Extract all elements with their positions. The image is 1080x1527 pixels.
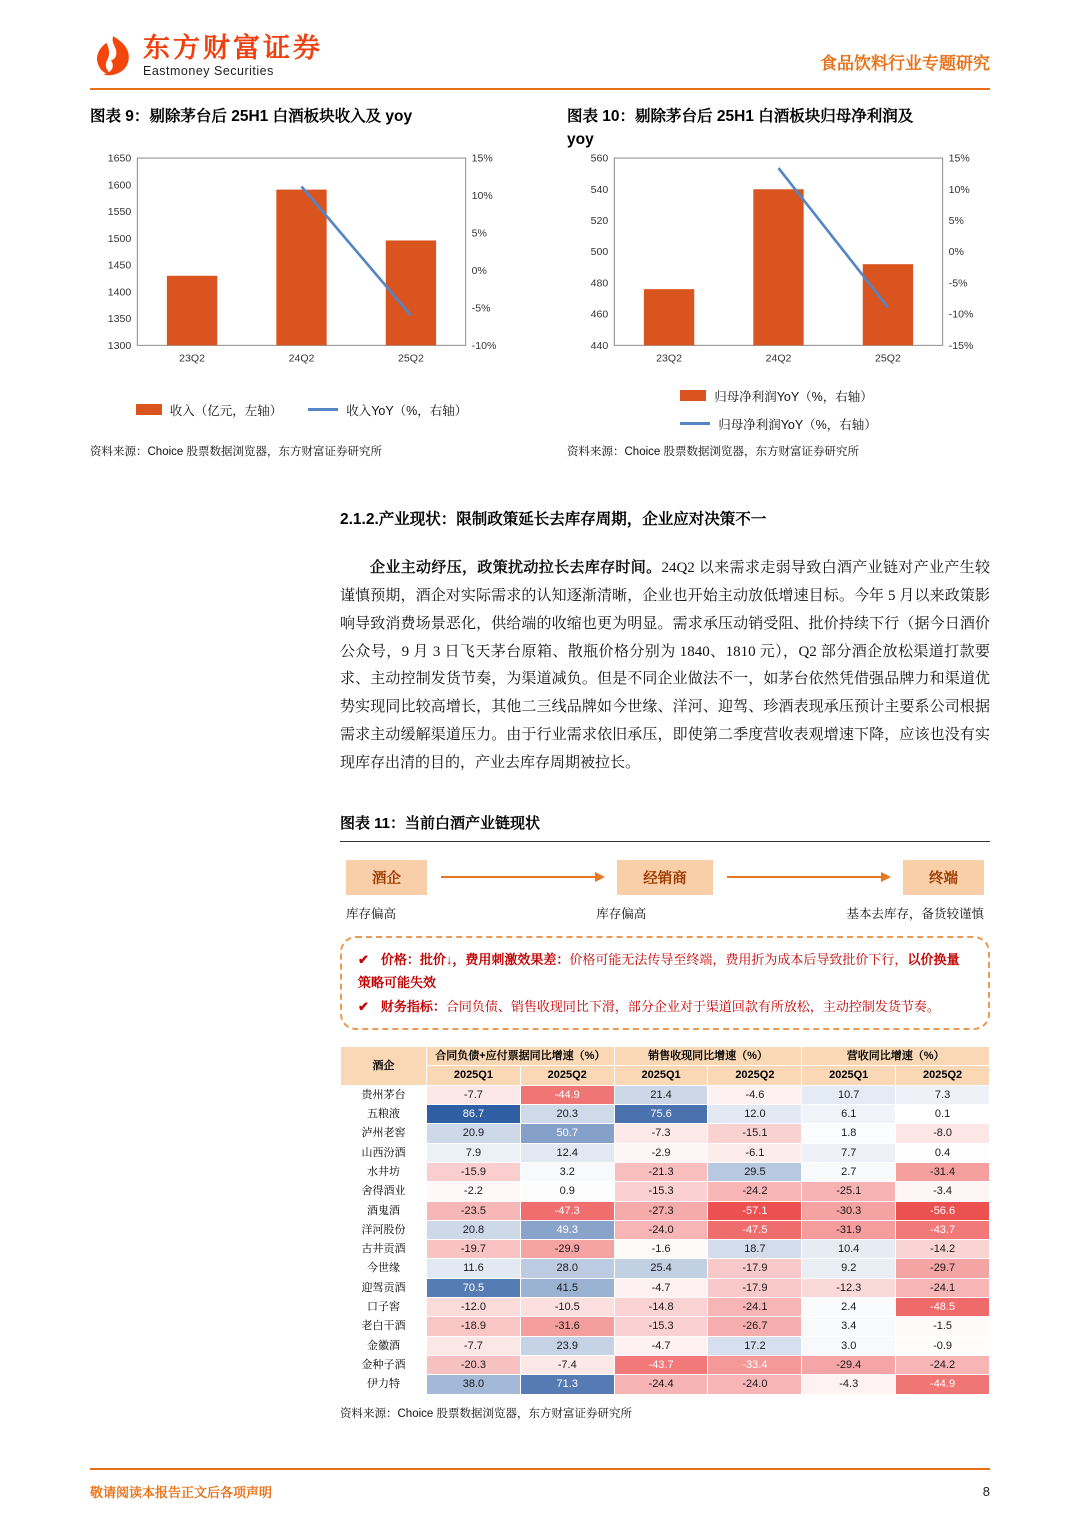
industry-chain-diagram <box>340 860 990 895</box>
value-cell: 10.7 <box>802 1085 896 1104</box>
value-cell: -14.2 <box>896 1240 990 1259</box>
brand-name-en: Eastmoney Securities <box>143 64 274 79</box>
value-cell: -24.2 <box>708 1182 802 1201</box>
company-name-cell: 酒鬼酒 <box>341 1201 427 1220</box>
value-cell: -2.9 <box>614 1143 708 1162</box>
value-cell: -17.9 <box>708 1278 802 1297</box>
value-cell: -12.0 <box>427 1298 521 1317</box>
flow-arrow-1 <box>441 876 603 878</box>
value-cell: -24.4 <box>614 1375 708 1394</box>
value-cell: 29.5 <box>708 1162 802 1181</box>
right-axis-label: 5% <box>471 227 487 240</box>
value-cell: -15.1 <box>708 1124 802 1143</box>
value-cell: -44.9 <box>896 1375 990 1394</box>
left-axis-label: 1450 <box>107 259 132 272</box>
left-axis-label: 500 <box>590 246 609 259</box>
value-cell: -30.3 <box>802 1201 896 1220</box>
left-axis-label: 1650 <box>107 152 132 165</box>
col-group-header: 营收同比增速（%） <box>802 1047 990 1066</box>
table-row <box>341 1355 990 1374</box>
value-cell: -33.4 <box>708 1355 802 1374</box>
legend-label: 收入YoY（%，右轴） <box>346 403 468 418</box>
value-cell: -23.5 <box>427 1201 521 1220</box>
table-row <box>341 1298 990 1317</box>
company-name-cell: 口子窖 <box>341 1298 427 1317</box>
figure9-title: 图表 9：剔除茅台后 25H1 白酒板块收入及 yoy <box>90 108 413 126</box>
company-name-cell: 贵州茅台 <box>341 1085 427 1104</box>
value-cell: -3.4 <box>896 1182 990 1201</box>
table-subheader-row <box>341 1066 990 1085</box>
left-axis-label: 1400 <box>107 286 132 299</box>
node-distributor: 经销商 <box>617 860 713 895</box>
value-cell: 21.4 <box>614 1085 708 1104</box>
body-paragraph <box>340 555 990 778</box>
col-subheader: 2025Q1 <box>802 1066 896 1085</box>
page-header <box>90 34 990 90</box>
chart-svg <box>567 152 990 368</box>
table-head <box>341 1047 990 1086</box>
table-row <box>341 1182 990 1201</box>
table-header-row <box>341 1047 990 1066</box>
value-cell: -19.7 <box>427 1240 521 1259</box>
value-cell: -4.3 <box>802 1375 896 1394</box>
figure9-legend <box>90 387 513 433</box>
brand-logo <box>90 34 323 78</box>
value-cell: -4.7 <box>614 1336 708 1355</box>
value-cell: -0.9 <box>896 1336 990 1355</box>
value-cell: -29.9 <box>520 1240 614 1259</box>
col-group-header: 销售收现同比增速（%） <box>614 1047 802 1066</box>
value-cell: 41.5 <box>520 1278 614 1297</box>
right-axis-label: 0% <box>471 265 487 278</box>
col-subheader: 2025Q1 <box>427 1066 521 1085</box>
value-cell: 3.4 <box>802 1317 896 1336</box>
value-cell: -7.7 <box>427 1085 521 1104</box>
bullet-financial-text: 合同负债、销售收现同比下滑，部分企业对于渠道回款有所放松，主动控制发货节奏。 <box>445 998 940 1014</box>
table-row <box>341 1240 990 1259</box>
company-name-cell: 金徽酒 <box>341 1336 427 1355</box>
table-row <box>341 1278 990 1297</box>
value-cell: -47.3 <box>520 1201 614 1220</box>
left-axis-label: 520 <box>590 215 609 228</box>
bullet-financial-lead: 财务指标： <box>380 998 446 1014</box>
bar-24Q2 <box>276 190 326 346</box>
value-cell: -24.0 <box>614 1220 708 1239</box>
company-name-cell: 伊力特 <box>341 1375 427 1394</box>
value-cell: 25.4 <box>614 1259 708 1278</box>
col-header-company: 酒企 <box>341 1047 427 1086</box>
value-cell: -15.3 <box>614 1182 708 1201</box>
value-cell: 49.3 <box>520 1220 614 1239</box>
value-cell: -27.3 <box>614 1201 708 1220</box>
value-cell: 50.7 <box>520 1124 614 1143</box>
value-cell: 7.9 <box>427 1143 521 1162</box>
note-winery: 库存偏高 <box>346 906 397 921</box>
value-cell: -47.5 <box>708 1220 802 1239</box>
value-cell: 12.4 <box>520 1143 614 1162</box>
figure9-source: 资料来源：Choice 股票数据浏览器，东方财富证券研究所 <box>90 445 382 458</box>
right-axis-label: 15% <box>471 152 493 165</box>
legend-label: 归母净利润YoY（%，右轴） <box>718 417 877 432</box>
section-2-1-2 <box>340 507 990 778</box>
value-cell: -12.3 <box>802 1278 896 1297</box>
table-body <box>341 1085 990 1394</box>
legend-label: 收入（亿元，左轴） <box>169 403 283 418</box>
table-row <box>341 1375 990 1394</box>
company-name-cell: 古井贡酒 <box>341 1240 427 1259</box>
brand-name-cn: 东方财富证券 <box>143 33 323 63</box>
footer-disclaimer: 敬请阅读本报告正文后各项声明 <box>90 1485 273 1500</box>
value-cell: 12.0 <box>708 1105 802 1124</box>
left-axis-label: 560 <box>590 152 609 165</box>
table-row <box>341 1259 990 1278</box>
company-growth-table <box>340 1046 990 1394</box>
value-cell: 0.9 <box>520 1182 614 1201</box>
check-icon: ✔ <box>358 951 369 967</box>
figure10-legend <box>680 387 877 433</box>
value-cell: -6.1 <box>708 1143 802 1162</box>
value-cell: -24.1 <box>708 1298 802 1317</box>
value-cell: -24.0 <box>708 1375 802 1394</box>
page-footer <box>90 1468 990 1501</box>
callout-box <box>340 936 990 1030</box>
company-name-cell: 老白干酒 <box>341 1317 427 1336</box>
bullet-financial <box>358 995 972 1018</box>
table-row <box>341 1105 990 1124</box>
value-cell: -57.1 <box>708 1201 802 1220</box>
x-axis-label: 24Q2 <box>765 352 792 365</box>
figure10-source: 资料来源：Choice 股票数据浏览器，东方财富证券研究所 <box>567 445 859 458</box>
figure9-chart <box>90 152 513 373</box>
table-row <box>341 1220 990 1239</box>
note-distributor: 库存偏高 <box>596 906 647 921</box>
value-cell: -2.2 <box>427 1182 521 1201</box>
value-cell: 11.6 <box>427 1259 521 1278</box>
col-subheader: 2025Q2 <box>520 1066 614 1085</box>
bullet-price-text: 价格可能无法传导至终端，费用折为成本后导致批价下行， <box>569 951 908 967</box>
value-cell: -26.7 <box>708 1317 802 1336</box>
value-cell: 3.2 <box>520 1162 614 1181</box>
value-cell: 9.2 <box>802 1259 896 1278</box>
company-name-cell: 金种子酒 <box>341 1355 427 1374</box>
value-cell: -56.6 <box>896 1201 990 1220</box>
value-cell: -29.7 <box>896 1259 990 1278</box>
value-cell: -8.0 <box>896 1124 990 1143</box>
value-cell: -7.3 <box>614 1124 708 1143</box>
company-name-cell: 泸州老窖 <box>341 1124 427 1143</box>
left-axis-label: 540 <box>590 184 609 197</box>
legend-bar-swatch <box>136 404 162 415</box>
legend-line-swatch <box>680 422 710 425</box>
x-axis-label: 25Q2 <box>875 352 901 365</box>
col-subheader: 2025Q2 <box>896 1066 990 1085</box>
col-subheader: 2025Q1 <box>614 1066 708 1085</box>
right-axis-label: -15% <box>948 340 974 353</box>
table-row <box>341 1143 990 1162</box>
right-axis-label: -10% <box>471 340 497 353</box>
bullet-price <box>358 948 972 995</box>
left-axis-label: 1550 <box>107 206 132 219</box>
company-name-cell: 水井坊 <box>341 1162 427 1181</box>
value-cell: -7.7 <box>427 1336 521 1355</box>
value-cell: 86.7 <box>427 1105 521 1124</box>
value-cell: -4.6 <box>708 1085 802 1104</box>
value-cell: 28.0 <box>520 1259 614 1278</box>
left-axis-label: 1600 <box>107 179 132 192</box>
value-cell: 0.4 <box>896 1143 990 1162</box>
x-axis-label: 23Q2 <box>656 352 682 365</box>
company-name-cell: 迎驾贡酒 <box>341 1278 427 1297</box>
value-cell: -20.3 <box>427 1355 521 1374</box>
chart-svg <box>90 152 513 368</box>
value-cell: -29.4 <box>802 1355 896 1374</box>
left-axis-label: 460 <box>590 309 609 322</box>
left-axis-label: 480 <box>590 277 609 290</box>
node-notes <box>340 904 990 922</box>
eastmoney-flame-icon <box>90 34 134 78</box>
value-cell: 6.1 <box>802 1105 896 1124</box>
table-row <box>341 1124 990 1143</box>
company-name-cell: 五粮液 <box>341 1105 427 1124</box>
x-axis-label: 24Q2 <box>288 352 315 365</box>
value-cell: -24.1 <box>896 1278 990 1297</box>
value-cell: 70.5 <box>427 1278 521 1297</box>
report-category-title: 食品饮料行业专题研究 <box>820 54 990 74</box>
x-axis-label: 25Q2 <box>398 352 424 365</box>
value-cell: -44.9 <box>520 1085 614 1104</box>
bar-23Q2 <box>644 290 694 346</box>
bar-25Q2 <box>863 265 913 346</box>
legend-item <box>136 401 283 419</box>
value-cell: 3.0 <box>802 1336 896 1355</box>
right-axis-label: -10% <box>948 309 974 322</box>
table-row <box>341 1162 990 1181</box>
value-cell: 71.3 <box>520 1375 614 1394</box>
page-number: 8 <box>982 1484 990 1499</box>
section-heading: 2.1.2.产业现状：限制政策延长去库存周期，企业应对决策不一 <box>340 510 767 528</box>
value-cell: 38.0 <box>427 1375 521 1394</box>
left-axis-label: 1300 <box>107 340 132 353</box>
value-cell: -25.1 <box>802 1182 896 1201</box>
company-name-cell: 今世缘 <box>341 1259 427 1278</box>
legend-label: 归母净利润YoY（%，右轴） <box>714 389 873 404</box>
col-group-header: 合同负债+应付票据同比增速（%） <box>427 1047 615 1066</box>
value-cell: -21.3 <box>614 1162 708 1181</box>
right-axis-label: -5% <box>948 277 968 290</box>
figure10-title: 图表 10：剔除茅台后 25H1 白酒板块归母净利润及 yoy <box>567 108 914 148</box>
right-axis-label: 15% <box>948 152 970 165</box>
bar-24Q2 <box>753 190 803 346</box>
value-cell: -15.3 <box>614 1317 708 1336</box>
x-axis-label: 23Q2 <box>179 352 205 365</box>
figure11-block <box>340 812 990 1421</box>
value-cell: 2.7 <box>802 1162 896 1181</box>
value-cell: 17.2 <box>708 1336 802 1355</box>
table-row <box>341 1336 990 1355</box>
value-cell: -43.7 <box>614 1355 708 1374</box>
value-cell: 7.7 <box>802 1143 896 1162</box>
value-cell: -14.8 <box>614 1298 708 1317</box>
value-cell: -31.6 <box>520 1317 614 1336</box>
value-cell: 20.8 <box>427 1220 521 1239</box>
company-name-cell: 舍得酒业 <box>341 1182 427 1201</box>
value-cell: 20.3 <box>520 1105 614 1124</box>
right-axis-label: 10% <box>471 190 493 203</box>
figure10-block <box>567 106 990 459</box>
left-axis-label: 1350 <box>107 313 132 326</box>
legend-item <box>680 387 873 405</box>
paragraph-body: 24Q2 以来需求走弱导致白酒产业链对产业产生较谨慎预期，酒企对实际需求的认知逐渐清晰，企业也开始主动放低增速目标。今年 5 月以来政策影响导致消费场景恶化，供给端的收缩也更为明显。需求承压动销受阻、批价持续下行（据今日酒价公众号，9 月 3 日飞天茅台原箱、散瓶价格分别为 1840、1810 元），Q2 部分酒企放松渠道打款要求、主动控制发货节奏，为渠道减负。但是不同企业做法不一，如茅台依然凭借强品牌力和渠道优势实现同比较高增长，其他二三线品牌如今世缘、洋河、迎驾、珍酒表现承压预计主要系公司根据需求主动缓解渠道压力。由于行业需求依旧承压，即使第二季度营收表观增速下降，应该也没有实现库存出清的目的，产业去库存周期被拉长。 <box>340 559 990 772</box>
value-cell: -15.9 <box>427 1162 521 1181</box>
value-cell: 20.9 <box>427 1124 521 1143</box>
bar-23Q2 <box>167 276 217 346</box>
value-cell: 1.8 <box>802 1124 896 1143</box>
value-cell: -1.5 <box>896 1317 990 1336</box>
value-cell: 75.6 <box>614 1105 708 1124</box>
left-axis-label: 440 <box>590 340 609 353</box>
right-axis-label: 0% <box>948 246 964 259</box>
table-source: 资料来源：Choice 股票数据浏览器，东方财富证券研究所 <box>340 1407 632 1420</box>
value-cell: -31.4 <box>896 1162 990 1181</box>
table-row <box>341 1085 990 1104</box>
value-cell: -48.5 <box>896 1298 990 1317</box>
legend-bar-swatch <box>680 390 706 401</box>
value-cell: 2.4 <box>802 1298 896 1317</box>
right-axis-label: -5% <box>471 302 491 315</box>
check-icon: ✔ <box>358 998 369 1014</box>
bullet-price-tail: 以价换量策略可能失效 <box>358 951 960 991</box>
right-axis-label: 10% <box>948 184 970 197</box>
value-cell: -24.2 <box>896 1355 990 1374</box>
node-winery: 酒企 <box>346 860 427 895</box>
table-row <box>341 1317 990 1336</box>
bullet-price-lead: 价格：批价↓，费用刺激效果差： <box>380 951 570 967</box>
value-cell: 0.1 <box>896 1105 990 1124</box>
value-cell: -43.7 <box>896 1220 990 1239</box>
brand-text <box>143 34 323 78</box>
right-axis-label: 5% <box>948 215 964 228</box>
figure10-chart <box>567 152 990 373</box>
col-subheader: 2025Q2 <box>708 1066 802 1085</box>
value-cell: -1.6 <box>614 1240 708 1259</box>
left-axis-label: 1500 <box>107 233 132 246</box>
note-terminal: 基本去库存，备货较谨慎 <box>846 906 984 921</box>
legend-item <box>680 415 877 433</box>
value-cell: -18.9 <box>427 1317 521 1336</box>
company-name-cell: 山西汾酒 <box>341 1143 427 1162</box>
value-cell: -17.9 <box>708 1259 802 1278</box>
value-cell: -10.5 <box>520 1298 614 1317</box>
value-cell: 10.4 <box>802 1240 896 1259</box>
charts-row <box>90 106 990 459</box>
table-row <box>341 1201 990 1220</box>
node-terminal: 终端 <box>903 860 984 895</box>
company-name-cell: 洋河股份 <box>341 1220 427 1239</box>
paragraph-lead-bold: 企业主动纾压，政策扰动拉长去库存时间。 <box>370 559 662 576</box>
value-cell: 18.7 <box>708 1240 802 1259</box>
legend-item <box>308 401 467 419</box>
value-cell: -4.7 <box>614 1278 708 1297</box>
value-cell: -7.4 <box>520 1355 614 1374</box>
value-cell: 7.3 <box>896 1085 990 1104</box>
value-cell: -31.9 <box>802 1220 896 1239</box>
value-cell: 23.9 <box>520 1336 614 1355</box>
figure9-block <box>90 106 513 459</box>
legend-line-swatch <box>308 408 338 411</box>
figure11-title: 图表 11：当前白酒产业链现状 <box>340 812 990 842</box>
flow-arrow-2 <box>727 876 889 878</box>
